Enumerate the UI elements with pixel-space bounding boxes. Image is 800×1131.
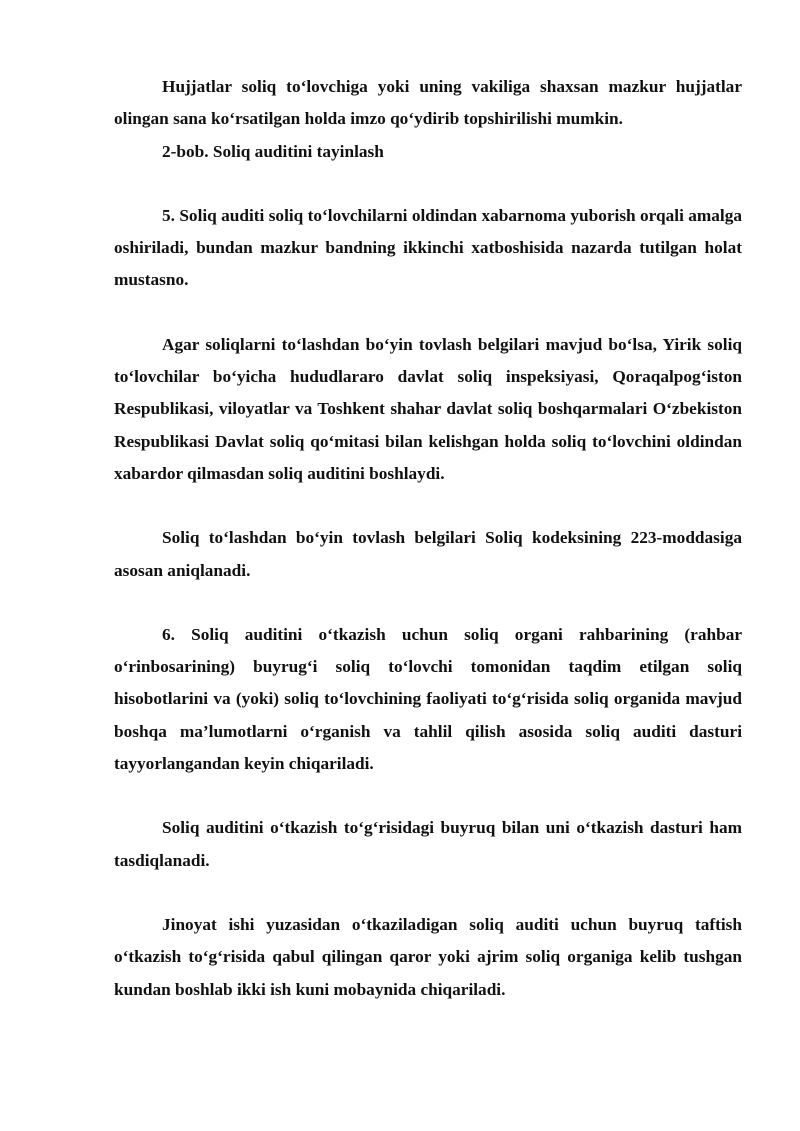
paragraph-6-third: Jinoyat ishi yuzasidan o‘tkaziladigan soliq auditi uchun buyruq taftish o‘tkazish to‘g‘risida qabul qilingan qaror yoki ajrim soliq organiga kelib tushgan kundan boshlab ikki ish kuni mobaynida chiqariladi. bbox=[114, 914, 742, 999]
paragraph-5: 5. Soliq auditi soliq to‘lovchilarni oldindan xabarnoma yuborish orqali amalga oshiriladi, bundan mazkur bandning ikkinchi xatboshisida nazarda tutilgan holat mustasno. bbox=[114, 205, 742, 290]
chapter-heading: 2-bob. Soliq auditini tayinlash bbox=[162, 141, 384, 161]
paragraph-6-second: Soliq auditini o‘tkazish to‘g‘risidagi buyruq bilan uni o‘tkazish dasturi ham tasdiqlanadi. bbox=[114, 818, 742, 870]
paragraph-5-second: Agar soliqlarni to‘lashdan bo‘yin tovlash belgilari mavjud bo‘lsa, Yirik soliq to‘lovchilar bo‘yicha hududlararo davlat soliq inspeksiyasi, Qoraqalpog‘iston Respublikasi, viloyatlar va Toshkent shahar davlat soliq boshqarmalari O‘zbekiston Respublikasi Davlat soliq qo‘mitasi bilan kelishgan holda soliq to‘lovchini oldindan xabardor qilmasdan soliq auditini boshlaydi. bbox=[114, 334, 742, 483]
paragraph-documents-handover: Hujjatlar soliq to‘lovchiga yoki uning vakiliga shaxsan mazkur hujjatlar olingan sana ko‘rsatilgan holda imzo qo‘ydirib topshirilishi mumkin. bbox=[114, 77, 742, 129]
paragraph-5-third: Soliq to‘lashdan bo‘yin tovlash belgilari Soliq kodeksining 223-moddasiga asosan aniqlanadi. bbox=[114, 528, 742, 580]
paragraph-6: 6. Soliq auditini o‘tkazish uchun soliq organi rahbarining (rahbar o‘rinbosarining) buyrug‘i soliq to‘lovchi tomonidan taqdim etilgan soliq hisobotlarini va (yoki) soliq to‘lovchining faoliyati to‘g‘risida soliq organida mavjud boshqa ma’lumotlarni o‘rganish va tahlil qilish asosida soliq auditi dasturi tayyorlangandan keyin chiqariladi. bbox=[114, 624, 742, 774]
document-body bbox=[114, 71, 742, 1006]
